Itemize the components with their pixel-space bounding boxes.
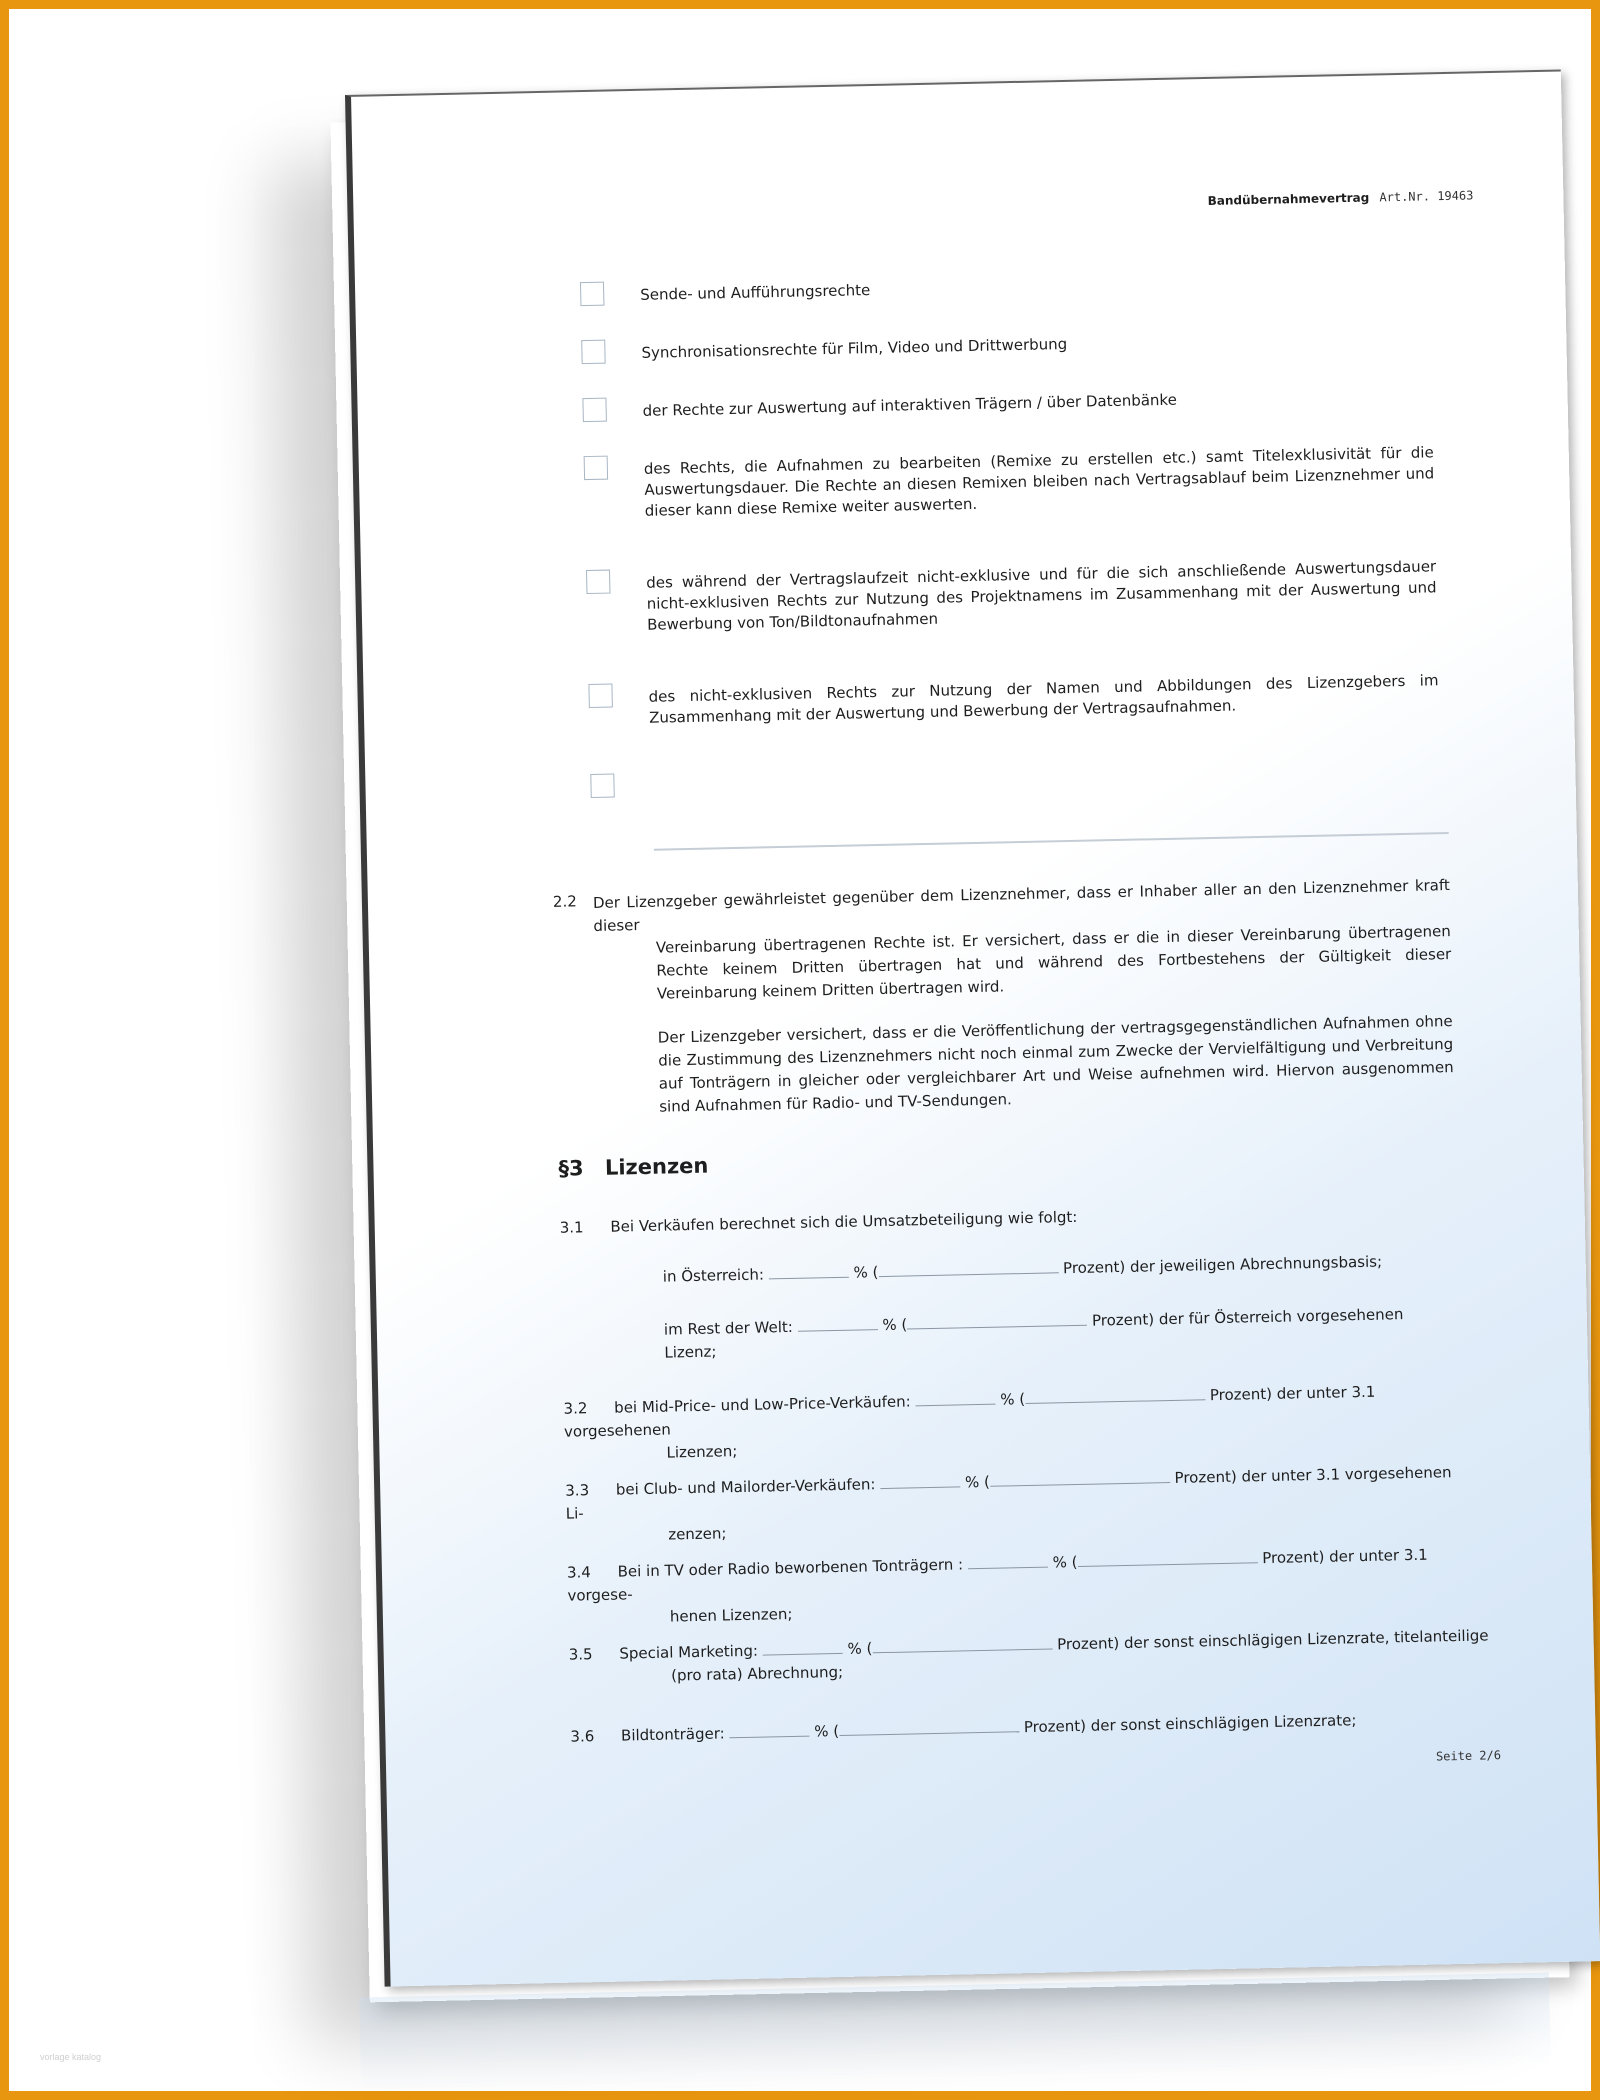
percent-sign: % ( — [814, 1722, 840, 1741]
percent-words-field[interactable] — [1077, 1548, 1257, 1567]
clause-3-2 — [563, 1379, 1464, 1467]
clause-label: im Rest der Welt: — [663, 1317, 794, 1339]
checkbox-label: Synchronisationsrechte für Film, Video und Drittwerbung — [641, 334, 1068, 362]
clause-continuation: (pro rata) Abrechnung; — [670, 1662, 844, 1685]
clause-label: Special Marketing: — [619, 1641, 759, 1663]
clause-text: Prozent) der für Österreich vorgesehenen — [1091, 1305, 1404, 1330]
clause-rest-world — [664, 1303, 1404, 1364]
paragraph-text: Vereinbarung übertragenen Rechte ist. Er versichert, dass er die in dieser Vereinbarung übertragenen Rechte keinem Dritten übertragen hat und während des Fortbestehens der Gültigkeit dieser Vereinbarung keinem Dritten übertragen wird. — [655, 922, 1452, 1003]
clause-text: Prozent) der unter 3.1 vorgesehenen Li- — [565, 1463, 1452, 1523]
clause-text: Bei Verkäufen berechnet sich die Umsatzbeteiligung wie folgt: — [610, 1207, 1078, 1236]
clause-3-1 — [560, 1206, 1078, 1240]
clause-number: 3.1 — [559, 1218, 584, 1237]
percent-sign: % ( — [1000, 1390, 1026, 1409]
clause-text: Prozent) der jeweiligen Abrechnungsbasis; — [1062, 1252, 1383, 1278]
percent-field[interactable] — [729, 1722, 809, 1739]
paragraph-number: 2.2 — [552, 892, 577, 911]
checkbox-label: des Rechts, die Aufnahmen zu bearbeiten (Remixe zu erstellen etc.) samt Titelexklusivität für die Auswertungsdauer. Die Rechte an diesen Remixen bleiben nach Vertragsablauf beim Lizenznehmer und dieser kann diese Remixe weiter auswerten. — [643, 443, 1435, 520]
document-page — [345, 70, 1600, 1987]
checkbox-item[interactable] — [581, 322, 1431, 365]
percent-field[interactable] — [915, 1390, 995, 1407]
document-title: Bandübernahmevertrag — [1207, 190, 1370, 208]
clause-3-6 — [570, 1707, 1470, 1749]
percent-words-field[interactable] — [907, 1311, 1087, 1330]
clause-number: 3.2 — [563, 1399, 588, 1418]
page-number: Seite 2/6 — [1435, 1748, 1502, 1764]
paragraph-2-2 — [592, 874, 1452, 1006]
article-number: Art.Nr. 19463 — [1379, 188, 1474, 205]
percent-field[interactable] — [968, 1553, 1048, 1570]
percent-words-field[interactable] — [990, 1468, 1170, 1487]
clause-text: Prozent) der unter 3.1 vorgese- — [567, 1545, 1428, 1605]
percent-field[interactable] — [763, 1639, 843, 1656]
clause-number: 3.4 — [566, 1563, 592, 1582]
percent-words-field[interactable] — [878, 1258, 1058, 1277]
clause-number: 3.5 — [568, 1645, 593, 1664]
checkbox[interactable] — [584, 456, 608, 480]
clause-continuation: henen Lizenzen; — [669, 1604, 793, 1626]
clause-label: bei Mid-Price- und Low-Price-Verkäufen: — [614, 1392, 911, 1417]
checkbox-item[interactable] — [588, 666, 1439, 730]
clause-label: Bei in TV oder Radio beworbenen Tonträgern : — [617, 1555, 964, 1581]
clause-label: bei Club- und Mailorder-Verkäufen: — [615, 1475, 876, 1499]
clause-continuation: Lizenz; — [664, 1342, 717, 1362]
percent-field[interactable] — [797, 1315, 877, 1332]
clause-text: Prozent) der sonst einschlägigen Lizenzrate, titelanteilige — [1056, 1626, 1489, 1654]
clause-3-5 — [568, 1624, 1489, 1689]
percent-sign: % ( — [1052, 1552, 1078, 1572]
clause-continuation: zenzen; — [668, 1524, 727, 1544]
paragraph-2-2-second: Der Lizenzgeber versichert, dass er die Veröffentlichung der vertragsgegenständlichen Aufnahmen ohne die Zustimmung des Lizenznehmers nicht noch einmal zum Zwecke der Vervielfältigung und Verbreitung auf Tonträgern in gleicher oder vergleichbarer Art und Weise aufnehmen wird. Hiervon ausgenommen sind Aufnahmen für Radio- und TV-Sendungen. — [657, 1012, 1454, 1116]
section-title: Lizenzen — [604, 1153, 709, 1180]
checkbox[interactable] — [581, 340, 605, 364]
checkbox-label: des während der Vertragslaufzeit nicht-exklusive und für die sich anschließende Auswertungsdauer nicht-exklusiven Rechts zur Nutzung des Projektnamens im Zusammenhang mit der Auswertung und Bewerbung von Ton/Bildtonaufnahmen — [646, 557, 1437, 634]
checkbox-item[interactable] — [582, 380, 1432, 423]
clause-3-3 — [565, 1461, 1466, 1549]
checkbox-item[interactable] — [586, 552, 1437, 637]
percent-sign: % ( — [964, 1472, 991, 1492]
checkbox-item[interactable] — [590, 756, 1440, 798]
checkbox[interactable] — [588, 684, 612, 708]
checkbox[interactable] — [586, 570, 610, 594]
checkbox[interactable] — [590, 774, 614, 798]
blank-line[interactable] — [654, 832, 1449, 851]
clause-label: Bildtonträger: — [620, 1724, 725, 1745]
checkbox-label: Sende- und Aufführungsrechte — [640, 281, 871, 304]
checkbox-label: der Rechte zur Auswertung auf interaktiven Trägern / über Datenbänke — [642, 390, 1178, 420]
checkbox[interactable] — [582, 398, 606, 422]
clause-3-4 — [567, 1543, 1468, 1631]
percent-field[interactable] — [880, 1472, 960, 1489]
section-number: §3 — [558, 1156, 584, 1181]
clause-austria — [663, 1251, 1383, 1289]
percent-sign: % ( — [847, 1639, 873, 1658]
checkbox[interactable] — [580, 282, 604, 306]
percent-field[interactable] — [768, 1263, 848, 1280]
document-header — [1208, 188, 1474, 208]
percent-words-field[interactable] — [872, 1635, 1052, 1654]
clause-text: Prozent) der sonst einschlägigen Lizenzrate; — [1023, 1711, 1357, 1737]
clause-number: 3.6 — [570, 1727, 595, 1746]
clause-text: Prozent) der unter 3.1 vorgesehenen — [563, 1382, 1376, 1441]
percent-sign: % ( — [882, 1315, 908, 1335]
clause-label: in Österreich: — [662, 1265, 765, 1286]
checkbox-item[interactable] — [584, 438, 1435, 523]
percent-words-field[interactable] — [1025, 1385, 1205, 1404]
percent-words-field[interactable] — [839, 1717, 1019, 1736]
paragraph-first-line: Der Lizenzgeber gewährleistet gegenüber dem Lizenznehmer, dass er Inhaber aller an den Lizenznehmer kraft dieser — [592, 876, 1450, 935]
percent-sign: % ( — [853, 1263, 879, 1282]
clause-number: 3.3 — [565, 1481, 590, 1500]
clause-continuation: Lizenzen; — [666, 1442, 738, 1462]
checkbox-item[interactable] — [580, 264, 1430, 307]
checkbox-label: des nicht-exklusiven Rechts zur Nutzung der Namen und Abbildungen des Lizenzgebers im Zusammenhang mit der Auswertung und Bewerbung der Vertragsaufnahmen. — [648, 671, 1439, 727]
watermark: vorlage katalog — [40, 2052, 102, 2062]
section-heading — [558, 1154, 708, 1181]
